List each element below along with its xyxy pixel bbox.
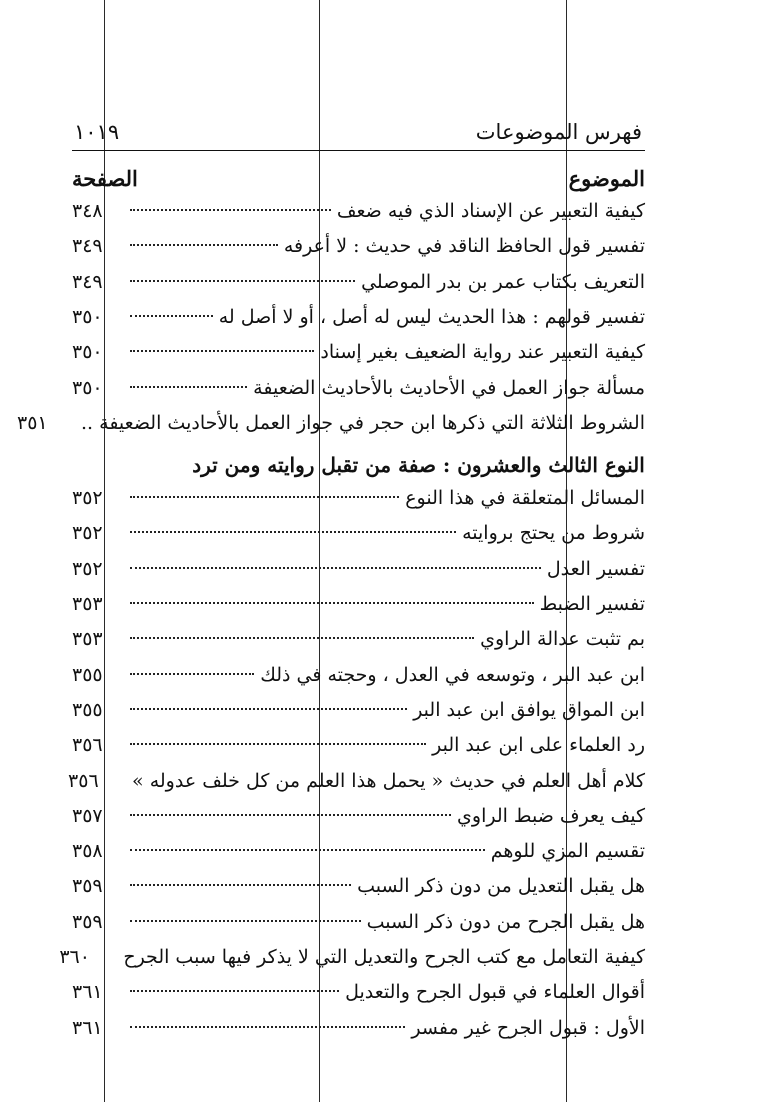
entry-title: الأول : قبول الجرح غير مفسر [411, 1016, 645, 1039]
entry-page: ٣٦٠ [59, 946, 90, 969]
toc-entry [72, 909, 645, 944]
entry-page: ٣٥٣ [72, 628, 103, 651]
entry-page: ٣٥٧ [72, 804, 103, 827]
entry-title: تفسير العدل [546, 557, 645, 580]
dot-leader [130, 832, 485, 851]
entry-title: كيف يعرف ضبط الراوي [457, 804, 645, 827]
entry-page: ٣٥٠ [72, 376, 103, 399]
dot-leader [130, 903, 361, 922]
entry-page: ٣٥١ [17, 411, 48, 434]
dot-leader [130, 620, 474, 639]
entry-title: كلام أهل العلم في حديث « يحمل هذا العلم من كل خلف عدوله » [132, 769, 645, 792]
dot-leader [130, 514, 456, 533]
entry-title: أقوال العلماء في قبول الجرح والتعديل [345, 981, 645, 1004]
toc-entry [72, 374, 645, 409]
entry-page: ٣٥٣ [72, 593, 103, 616]
entry-page: ٣٦١ [72, 981, 103, 1004]
dot-leader [130, 656, 254, 675]
dot-leader [130, 368, 247, 387]
entry-title: مسألة جواز العمل في الأحاديث بالأحاديث الضعيفة [253, 376, 645, 399]
page-column-header: الصفحة [72, 165, 138, 191]
toc-entry [72, 732, 645, 767]
entry-title: كيفية التعبير عن الإسناد الذي فيه ضعف [336, 200, 645, 223]
entry-title: بم تثبت عدالة الراوي [480, 628, 645, 651]
entry-page: ٣٥٠ [72, 341, 103, 364]
entry-page: ٣٤٩ [72, 235, 103, 258]
entry-title: تفسير قولهم : هذا الحديث ليس له أصل ، أو لا أصل له [218, 305, 645, 328]
dot-leader [130, 726, 426, 745]
dot-leader [130, 227, 278, 246]
entry-page: ٣٥٠ [72, 305, 103, 328]
dot-leader [130, 192, 331, 211]
dot-leader [130, 550, 541, 569]
entry-page: ٣٤٨ [72, 200, 103, 223]
page-number: ١٠١٩ [74, 120, 120, 144]
entry-page: ٣٥٥ [72, 698, 103, 721]
entry-title: الشروط الثلاثة التي ذكرها ابن حجر في جواز العمل بالأحاديث الضعيفة .. [81, 411, 645, 434]
dot-leader [130, 333, 314, 352]
entry-title: رد العلماء على ابن عبد البر [432, 734, 645, 757]
entry-page: ٣٥٩ [72, 910, 103, 933]
entry-page: ٣٥٢ [72, 522, 103, 545]
index-title: فهرس الموضوعات [475, 120, 642, 144]
entry-page: ٣٥٦ [72, 734, 103, 757]
entry-page: ٣٥٦ [68, 769, 99, 792]
dot-leader [130, 973, 339, 992]
column-headers [72, 160, 645, 196]
dot-leader [130, 1009, 405, 1028]
entry-title: ابن المواق يوافق ابن عبد البر [413, 698, 645, 721]
entry-page: ٣٦١ [72, 1016, 103, 1039]
entry-page: ٣٥٢ [72, 487, 103, 510]
dot-leader [130, 691, 407, 710]
header-rule [72, 150, 645, 151]
entry-page: ٣٥٨ [72, 840, 103, 863]
entry-title: هل يقبل الجرح من دون ذكر السبب [366, 910, 645, 933]
entry-title: هل يقبل التعديل من دون ذكر السبب [357, 875, 645, 898]
entry-page: ٣٥٩ [72, 875, 103, 898]
toc-entry [72, 1015, 645, 1050]
entry-title: تفسير قول الحافظ الناقد في حديث : لا أعرفه [283, 235, 645, 258]
dot-leader [130, 263, 355, 282]
entry-title: المسائل المتعلقة في هذا النوع [405, 487, 645, 510]
entry-title: كيفية التعبير عند رواية الضعيف بغير إسناد [320, 341, 645, 364]
dot-leader [130, 797, 451, 816]
dot-leader [130, 867, 351, 886]
section-heading: النوع الثالث والعشرون : صفة من تقبل روايته ومن ترد [192, 453, 645, 478]
dot-leader [130, 298, 213, 317]
toc-entry [17, 410, 645, 445]
entry-title: كيفية التعامل مع كتب الجرح والتعديل التي لا يذكر فيها سبب الجرح [123, 946, 645, 969]
entry-title: تقسيم المزي للوهم [490, 840, 645, 863]
entry-title: ابن عبد البر ، وتوسعه في العدل ، وحجته في ذلك [260, 663, 645, 686]
dot-leader [130, 479, 399, 498]
entry-page: ٣٥٥ [72, 663, 103, 686]
dot-leader [130, 585, 534, 604]
entry-title: شروط من يحتج بروايته [462, 522, 645, 545]
entry-title: التعريف بكتاب عمر بن بدر الموصلي [361, 270, 645, 293]
topic-column-header: الموضوع [568, 165, 645, 191]
entry-page: ٣٥٢ [72, 557, 103, 580]
running-header [74, 112, 642, 144]
table-of-contents [17, 198, 645, 1050]
entry-page: ٣٤٩ [72, 270, 103, 293]
entry-title: تفسير الضبط [539, 593, 645, 616]
